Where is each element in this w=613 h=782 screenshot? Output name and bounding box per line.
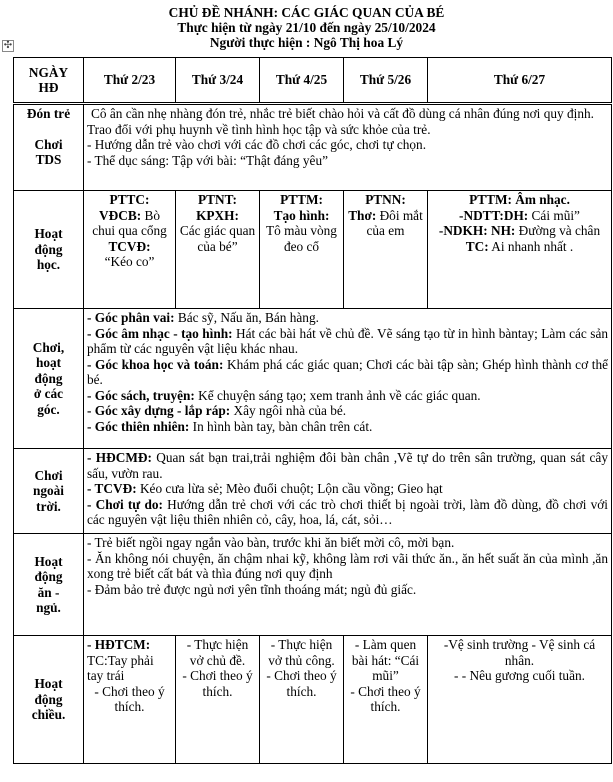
header-mon: Thứ 2/23	[84, 58, 176, 104]
welcome-line: Cô ân cần nhẹ nhàng đón trẻ, nhắc trẻ biết chào hỏi và cất đồ dùng cá nhân đúng nơi quy định.	[91, 106, 594, 121]
table-move-handle-icon[interactable]: ✣	[3, 40, 13, 51]
meals-line: - Trẻ biết ngồi ngay ngắn vào bàn, trước khi ăn biết mời cô, mời bạn.	[87, 535, 455, 550]
corner-item: - Góc âm nhạc - tạo hình: Hát các bài hát về chủ đề. Vẽ sáng tạo từ in hình bàntay; Làm các sản phẩm từ các nguyên vật liệu khác nhau.	[87, 325, 609, 356]
welcome-label: Đón trẻ Chơi TDS	[14, 104, 84, 191]
header-wed: Thứ 4/25	[260, 58, 344, 104]
meals-content	[84, 534, 612, 636]
afternoon-thu: - Làm quen bài hát: “Cái mũi” - Chơi theo ý thích.	[344, 636, 428, 764]
afternoon-tue: - Thực hiện vở chủ đề. - Chơi theo ý thích.	[176, 636, 260, 764]
header-tue: Thứ 3/24	[176, 58, 260, 104]
date-range: Thực hiện từ ngày 21/10 đến ngày 25/10/2024	[177, 20, 436, 35]
afternoon-mon: - HĐTCM: TC:Tay phải tay trái - Chơi theo ý thích.	[84, 636, 176, 764]
corner-item: - Góc phân vai: Bác sỹ, Nấu ăn, Bán hàng.	[87, 310, 319, 325]
outdoor-item: - TCVĐ: Kéo cưa lừa sẻ; Mèo đuổi chuột; Lộn cầu vồng; Gieo hạt	[87, 481, 443, 496]
corner-item: - Góc thiên nhiên: In hình bàn tay, bàn chân trên cát.	[87, 418, 373, 434]
welcome-row	[14, 104, 612, 191]
meals-row	[14, 534, 612, 636]
table-header-row	[14, 58, 612, 104]
learning-row	[14, 191, 612, 309]
learning-label: Hoạt động học.	[14, 191, 84, 309]
outdoor-label: Chơi ngoài trời.	[14, 449, 84, 534]
header-thu: Thứ 5/26	[344, 58, 428, 104]
learning-thu: PTNN: Thơ: Đôi mắt của em	[344, 191, 428, 309]
learning-mon: PTTC: VĐCB: Bò chui qua cổng TCVĐ: “Kéo co”	[84, 191, 176, 309]
header-fri: Thứ 6/27	[428, 58, 612, 104]
meals-line: - Đảm bảo trẻ được ngủ nơi yên tĩnh thoáng mát; ngủ đủ giấc.	[87, 581, 417, 597]
learning-tue: PTNT: KPXH: Các giác quan của bé”	[176, 191, 260, 309]
corner-item: - Góc khoa học và toán: Khám phá các giác quan; Chơi các bài tập sàn; Ghép hình thành cơ thể bé.	[87, 356, 608, 387]
welcome-line: Trao đổi với phụ huynh về tình hình học tập và sức khỏe của trẻ.	[87, 121, 431, 137]
corners-content	[84, 309, 612, 449]
header-day: NGÀY HĐ	[14, 58, 84, 104]
welcome-line: - Hướng dẫn trẻ vào chơi với các đồ chơi các góc, chơi tự chọn.	[87, 137, 427, 152]
afternoon-row	[14, 636, 612, 764]
meals-line: - Ăn không nói chuyện, ăn chậm nhai kỹ, không làm rơi vãi thức ăn., ăn hết suất ăn của mình ,ăn xong trẻ biết cất bát và thìa đúng nơi quy định	[87, 550, 608, 581]
afternoon-wed: - Thực hiện vở thủ công. - Chơi theo ý thích.	[260, 636, 344, 764]
learning-wed: PTTM: Tạo hình: Tô màu vòng đeo cổ	[260, 191, 344, 309]
meals-label: Hoạt động ăn - ngủ.	[14, 534, 84, 636]
corners-label: Chơi, hoạt động ở các góc.	[14, 309, 84, 449]
afternoon-label: Hoạt động chiều.	[14, 636, 84, 764]
plan-title: CHỦ ĐỀ NHÁNH: CÁC GIÁC QUAN CỦA BÉ	[168, 5, 445, 20]
outdoor-item: - HĐCMĐ: Quan sát bạn trai,trải nghiệm đôi bàn chân ,Vẽ tự do trên sân trường, quan sát cây sấu, vườn rau.	[87, 450, 608, 481]
afternoon-fri: -Vệ sinh trường - Vệ sinh cá nhân. - - Nêu gương cuối tuần.	[428, 636, 612, 764]
weekly-plan-table	[13, 57, 612, 764]
learning-fri: PTTM: Âm nhạc. -NDTT:DH: Cái mũi” -NDKH: NH: Đường và chân TC: Ai nhanh nhất .	[428, 191, 612, 309]
outdoor-content	[84, 449, 612, 534]
corner-item: - Góc sách, truyện: Kể chuyện sáng tạo; xem tranh ảnh về các giác quan.	[87, 387, 481, 403]
performer: Người thực hiện : Ngô Thị hoa Lý	[209, 35, 404, 50]
welcome-line: - Thể dục sáng: Tập với bài: “Thật đáng yêu”	[87, 152, 329, 168]
corners-row	[14, 309, 612, 449]
welcome-content	[84, 104, 612, 191]
outdoor-item: - Chơi tự do: Hướng dẫn trẻ chơi với các trò chơi thiết bị ngoài trời, làm đồ dùng, đồ chơi với các nguyên vật liệu thiên nhiên cỏ, cây, hoa, lá, cát, sỏi…	[87, 496, 608, 527]
corner-item: - Góc xây dựng - lắp ráp: Xây ngôi nhà của bé.	[87, 403, 347, 418]
outdoor-row	[14, 449, 612, 534]
